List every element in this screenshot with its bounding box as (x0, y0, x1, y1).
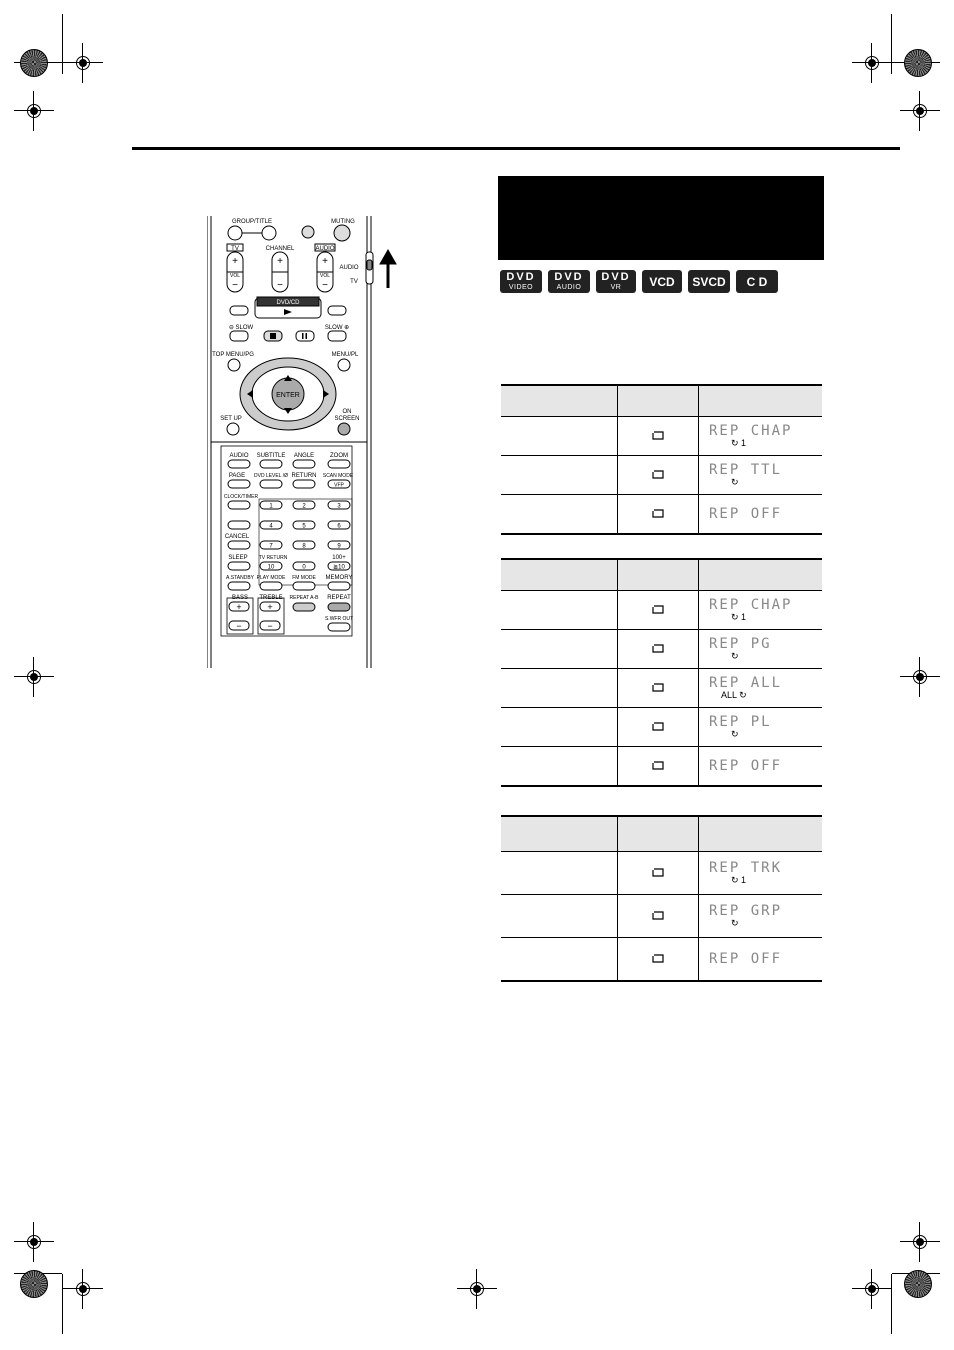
label-clock-timer: CLOCK/TIMER (223, 494, 259, 500)
label-angle: ANGLE (293, 453, 315, 459)
label-screen: SCREEN (334, 416, 360, 422)
label-s-wfr-out: S.WFR OUT (324, 616, 354, 622)
repeat-table-2 (501, 558, 822, 787)
label-dvd-level: DVD LEVEL /Ø (254, 473, 288, 479)
label-channel: CHANNEL (265, 246, 295, 252)
registration-mark (457, 1269, 497, 1309)
display-readout: REP CHAP (709, 423, 793, 439)
table-row (501, 895, 822, 938)
label-plus: + (232, 256, 238, 267)
label-vol-left: VOL (229, 273, 241, 279)
display-readout: REP OFF (709, 506, 783, 522)
display-readout: REP OFF (709, 951, 783, 967)
label-zero: 0 (302, 564, 306, 571)
label-scan-mode: SCAN MODE (322, 473, 354, 479)
repeat-table-1 (501, 384, 822, 535)
display-readout: REP CHAP (709, 597, 793, 613)
table-row (501, 669, 822, 708)
label-treble-minus: − (267, 621, 273, 631)
label-treble-plus: + (267, 602, 273, 612)
dvd-video-icon: DVD VIDEO (500, 270, 542, 293)
label-ge10: ≧10 (333, 564, 345, 571)
label-repeat-ab: REPEAT A-B (289, 595, 319, 601)
display-sub: ↻ (731, 729, 739, 739)
label-audio-box: AUDIO (315, 246, 335, 252)
table-row (501, 591, 822, 630)
label-on: ON (342, 409, 352, 415)
repeat-icon (651, 867, 665, 877)
table-row (501, 747, 822, 787)
label-digit-5: 5 (302, 523, 306, 530)
label-group-title: GROUP/TITLE (231, 219, 273, 225)
label-set-up: SET UP (220, 416, 242, 422)
table-row (501, 456, 822, 495)
registration-mark (900, 91, 940, 131)
display-sub: ↻ 1 (731, 438, 747, 448)
vcd-icon: VCD (642, 270, 682, 293)
table-row (501, 630, 822, 669)
label-ten: 10 (267, 564, 275, 571)
display-sub: ↻ 1 (731, 875, 747, 885)
label-memory: MEMORY (325, 575, 353, 581)
registration-mark (14, 657, 54, 697)
display-readout: REP ALL (709, 675, 783, 691)
label-digit-2: 2 (302, 503, 306, 510)
disc-type-icons (500, 270, 778, 294)
label-slow-plus: SLOW ⊕ (324, 325, 350, 331)
table-row (501, 938, 822, 982)
display-sub: ↻ (731, 918, 739, 928)
header-rule (132, 147, 900, 150)
display-sub: ALL ↻ (721, 690, 747, 700)
section-heading-bar (498, 176, 824, 260)
table-row (501, 852, 822, 895)
label-top-menu: TOP MENU/PG (212, 352, 254, 358)
label-digit-8: 8 (302, 543, 306, 550)
label-minus: − (277, 280, 283, 291)
label-tv-return: TV RETURN (258, 555, 288, 561)
display-sub: ↻ (731, 477, 739, 487)
repeat-icon (651, 682, 665, 692)
cd-icon: C D (736, 270, 778, 293)
label-treble: TREBLE (259, 595, 283, 601)
repeat-icon (651, 508, 665, 518)
registration-mark (63, 43, 103, 83)
label-plus: + (322, 256, 328, 267)
display-readout: REP PL (709, 714, 772, 730)
registration-mark (14, 91, 54, 131)
label-slow-minus: ⊖ SLOW (228, 325, 254, 331)
repeat-icon (651, 721, 665, 731)
label-zoom: ZOOM (330, 453, 348, 459)
label-digit-3: 3 (337, 503, 341, 510)
color-rosette (20, 1270, 48, 1298)
label-vfp: VFP (334, 482, 344, 489)
registration-mark (852, 1269, 892, 1309)
label-digit-6: 6 (337, 523, 341, 530)
label-dvd-cd: DVD/CD (276, 300, 300, 306)
repeat-icon (651, 910, 665, 920)
table-row (501, 417, 822, 456)
label-minus: − (322, 280, 328, 291)
label-return: RETURN (291, 473, 317, 479)
label-bass: BASS (231, 595, 249, 601)
label-cancel: CANCEL (224, 534, 250, 540)
label-bass-plus: + (236, 602, 242, 612)
label-bass-minus: − (236, 621, 242, 631)
display-readout: REP OFF (709, 758, 783, 774)
registration-mark (852, 43, 892, 83)
dvd-audio-icon: DVD AUDIO (548, 270, 590, 293)
label-tv-side: TV (350, 279, 358, 285)
repeat-table-3 (501, 815, 822, 982)
label-plus: + (277, 256, 283, 267)
repeat-icon (651, 760, 665, 770)
display-readout: REP PG (709, 636, 772, 652)
label-digit-4: 4 (269, 523, 273, 530)
display-sub: ↻ (731, 651, 739, 661)
label-a-standby: A.STANDBY (226, 575, 254, 581)
display-readout: REP GRP (709, 903, 783, 919)
label-minus: − (232, 280, 238, 291)
label-enter: ENTER (276, 392, 300, 399)
display-readout: REP TTL (709, 462, 783, 478)
repeat-icon (651, 469, 665, 479)
label-audio-side: AUDIO (339, 265, 359, 271)
label-muting: MUTING (331, 219, 355, 225)
table-row (501, 495, 822, 535)
dvd-vr-icon: DVD VR (596, 270, 636, 293)
repeat-icon (651, 643, 665, 653)
label-repeat: REPEAT (327, 595, 351, 601)
color-rosette (904, 1270, 932, 1298)
label-digit-1: 1 (269, 503, 273, 510)
label-play-mode: PLAY MODE (256, 575, 286, 581)
registration-mark (900, 1222, 940, 1262)
label-sleep: SLEEP (228, 555, 248, 561)
label-vol-right: VOL (319, 273, 331, 279)
color-rosette (904, 49, 932, 77)
label-subtitle: SUBTITLE (256, 453, 286, 459)
repeat-icon (651, 430, 665, 440)
label-page: PAGE (228, 473, 246, 479)
registration-mark (63, 1269, 103, 1309)
display-sub: ↻ 1 (731, 612, 747, 622)
label-digit-7: 7 (269, 543, 273, 550)
registration-mark (900, 657, 940, 697)
registration-mark (14, 1222, 54, 1262)
repeat-icon (651, 953, 665, 963)
display-readout: REP TRK (709, 860, 783, 876)
label-audio: AUDIO (229, 453, 249, 459)
label-hundred-plus: 100+ (332, 555, 346, 561)
repeat-icon (651, 604, 665, 614)
table-row (501, 708, 822, 747)
remote-control-illustration (207, 216, 371, 668)
svcd-icon: SVCD (688, 270, 730, 293)
label-tv: TV (231, 246, 239, 252)
label-digit-9: 9 (337, 543, 341, 550)
label-fm-mode: FM MODE (292, 575, 316, 581)
label-menu-pl: MENU/PL (331, 352, 359, 358)
color-rosette (20, 49, 48, 77)
